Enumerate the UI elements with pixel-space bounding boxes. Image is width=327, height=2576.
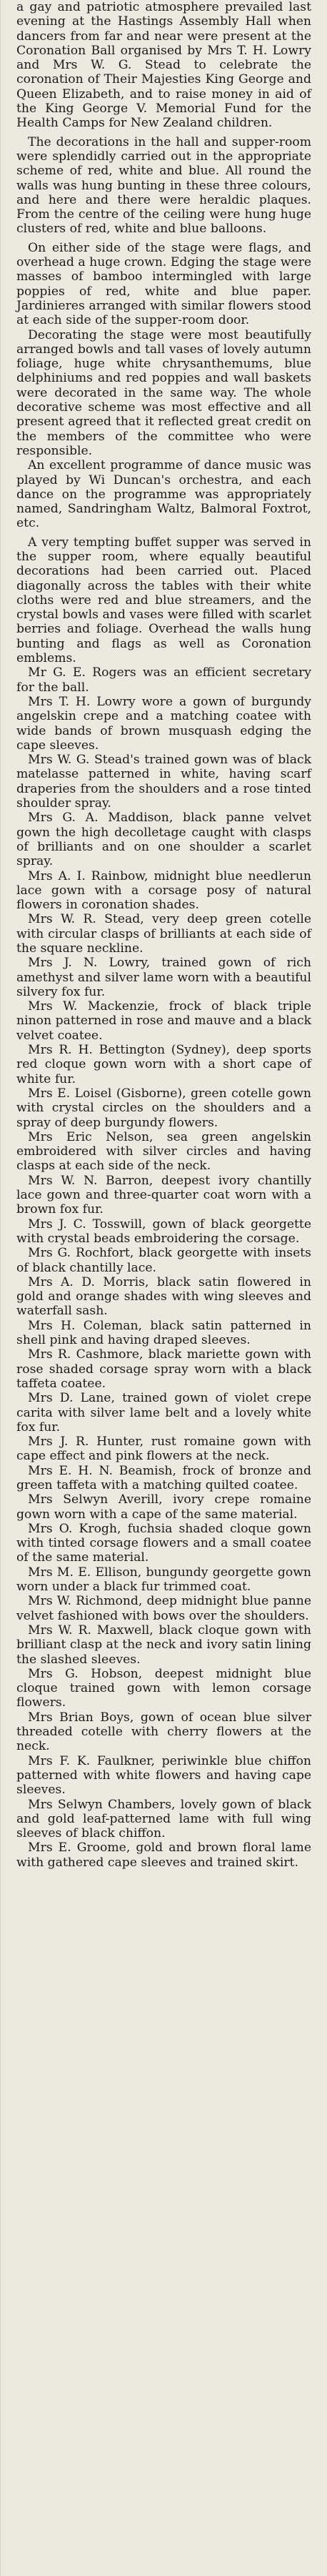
article-paragraph: Mrs Brian Boys, gown of ocean blue silver threaded cotelle with cherry flowers at the neck. bbox=[16, 1710, 311, 1754]
article-paragraph: On either side of the stage were flags, and overhead a huge crown. Edging the stage were masses of bamboo intermingled with large poppies of red, white and blue paper. Jardinieres arranged with similar flowers stood at each side of the supper-room door. bbox=[16, 240, 311, 328]
article-paragraph: Mrs G. A. Maddison, black panne velvet gown the high decolletage caught with clasps of brilliants and on one shoulder a scarlet spray. bbox=[16, 811, 311, 869]
article-column bbox=[16, 0, 311, 1870]
article-paragraph: Mrs E. Loisel (Gisborne), green cotelle gown with crystal circles on the shoulders and a spray of deep burgundy flowers. bbox=[16, 1086, 311, 1130]
article-paragraph: Mrs T. H. Lowry wore a gown of burgundy angelskin crepe and a matching coatee with wide bands of brown musquash edging the cape sleeves. bbox=[16, 694, 311, 753]
article-paragraph: Mrs E. Groome, gold and brown floral lame with gathered cape sleeves and trained skirt. bbox=[16, 1841, 311, 1870]
article-paragraph: Mrs R. Cashmore, black mariette gown with rose shaded corsage spray worn with a black taffeta coatee. bbox=[16, 1347, 311, 1391]
article-paragraph: Mrs A. I. Rainbow, midnight blue needlerun lace gown with a corsage posy of natural flowers in coronation shades. bbox=[16, 868, 311, 913]
article-paragraph: Mrs Eric Nelson, sea green angelskin embroidered with silver circles and having clasps at each side of the neck. bbox=[16, 1129, 311, 1174]
article-paragraph: Mrs D. Lane, trained gown of violet crepe carita with silver lame belt and a lovely white fox fur. bbox=[16, 1391, 311, 1435]
article-paragraph: Mrs G. Hobson, deepest midnight blue cloque trained gown with lemon corsage flowers. bbox=[16, 1666, 311, 1710]
article-paragraph: The decorations in the hall and supper-room were splendidly carried out in the appropriate scheme of red, white and blue. All round the walls was hung bunting in these three colours, and here and there were heraldic plaques. From the centre of the ceiling were hung huge clusters of red, white and blue balloons. bbox=[16, 134, 311, 237]
article-paragraph: An excellent programme of dance music was played by Wi Duncan's orchestra, and each dance on the programme was appropriately named, Sandringham Waltz, Balmoral Foxtrot, etc. bbox=[16, 458, 311, 531]
article-paragraph: Mrs F. K. Faulkner, periwinkle blue chiffon patterned with white flowers and having cape sleeves. bbox=[16, 1753, 311, 1798]
article-paragraph: A very tempting buffet supper was served in the supper room, where equally beautiful decorations had been carried out. Placed diagonally across the tables with their white cloths were red and blue streamers, and the crystal bowls and vases were filled with scarlet berries and foliage. Overhead the walls hung bunting and flags as well as Coronation emblems. bbox=[16, 535, 311, 666]
article-paragraph: Mrs W. R. Stead, very deep green cotelle with circular clasps of brilliants at each side of the square neckline. bbox=[16, 912, 311, 956]
article-paragraph: Mrs M. E. Ellison, bungundy georgette gown worn under a black fur trimmed coat. bbox=[16, 1565, 311, 1595]
article-paragraph: Mrs Selwyn Averill, ivory crepe romaine gown worn with a cape of the same material. bbox=[16, 1492, 311, 1522]
article-paragraph: Mrs E. H. N. Beamish, frock of bronze and green taffeta with a matching quilted coatee. bbox=[16, 1463, 311, 1492]
article-paragraph: Mr G. E. Rogers was an efficient secretary for the ball. bbox=[16, 665, 311, 695]
article-paragraph: Decorating the stage were most beautifully arranged bowls and tall vases of lovely autumn foliage, huge white chrysanthemums, blue delphiniums and red poppies and wall baskets were decorated in the same way. The whole decorative scheme was most effective and all present agreed that it reflected great credit on the members of the committee who were responsible. bbox=[16, 327, 311, 458]
article-paragraph: Mrs G. Rochfort, black georgette with insets of black chantilly lace. bbox=[16, 1246, 311, 1275]
article-paragraph: Mrs W. N. Barron, deepest ivory chantilly lace gown and three-quarter coat worn with a brown fox fur. bbox=[16, 1173, 311, 1217]
article-paragraph: a gay and patriotic atmosphere prevailed last evening at the Hastings Assembly Hall when dancers from far and near were present at the Coronation Ball organised by Mrs T. H. Lowry and Mrs W. G. Stead to celebrate the coronation of Their Majesties King George and Queen Elizabeth, and to raise money in aid of the King George V. Memorial Fund for the Health Camps for New Zealand children. bbox=[16, 0, 311, 131]
article-paragraph: Mrs W. R. Maxwell, black cloque gown with brilliant clasp at the neck and ivory satin lining the slashed sleeves. bbox=[16, 1623, 311, 1667]
article-paragraph: Mrs Selwyn Chambers, lovely gown of black and gold leaf-patterned lame with full wing sleeves of black chiffon. bbox=[16, 1797, 311, 1841]
article-paragraph: Mrs J. C. Tosswill, gown of black georgette with crystal beads embroidering the corsage. bbox=[16, 1217, 311, 1246]
article-paragraph: Mrs J. N. Lowry, trained gown of rich amethyst and silver lame worn with a beautiful silvery fox fur. bbox=[16, 956, 311, 999]
article-paragraph: Mrs J. R. Hunter, rust romaine gown with cape effect and pink flowers at the neck. bbox=[16, 1435, 311, 1464]
article-paragraph: Mrs W. G. Stead's trained gown was of black matelasse patterned in white, having scarf draperies from the shoulders and a rose tinted shoulder spray. bbox=[16, 753, 311, 811]
article-paragraph: Mrs O. Krogh, fuchsia shaded cloque gown with tinted corsage flowers and a small coatee of the same material. bbox=[16, 1521, 311, 1565]
article-paragraph: Mrs R. H. Bettington (Sydney), deep sports red cloque gown worn with a short cape of white fur. bbox=[16, 1043, 311, 1086]
article-paragraph: Mrs W. Richmond, deep midnight blue panne velvet fashioned with bows over the shoulders. bbox=[16, 1594, 311, 1623]
article-paragraph: Mrs W. Mackenzie, frock of black triple ninon patterned in rose and mauve and a black velvet coatee. bbox=[16, 999, 311, 1043]
article-paragraph: Mrs H. Coleman, black satin patterned in shell pink and having draped sleeves. bbox=[16, 1318, 311, 1348]
article-paragraph: Mrs A. D. Morris, black satin flowered in gold and orange shades with wing sleeves and waterfall sash. bbox=[16, 1274, 311, 1319]
